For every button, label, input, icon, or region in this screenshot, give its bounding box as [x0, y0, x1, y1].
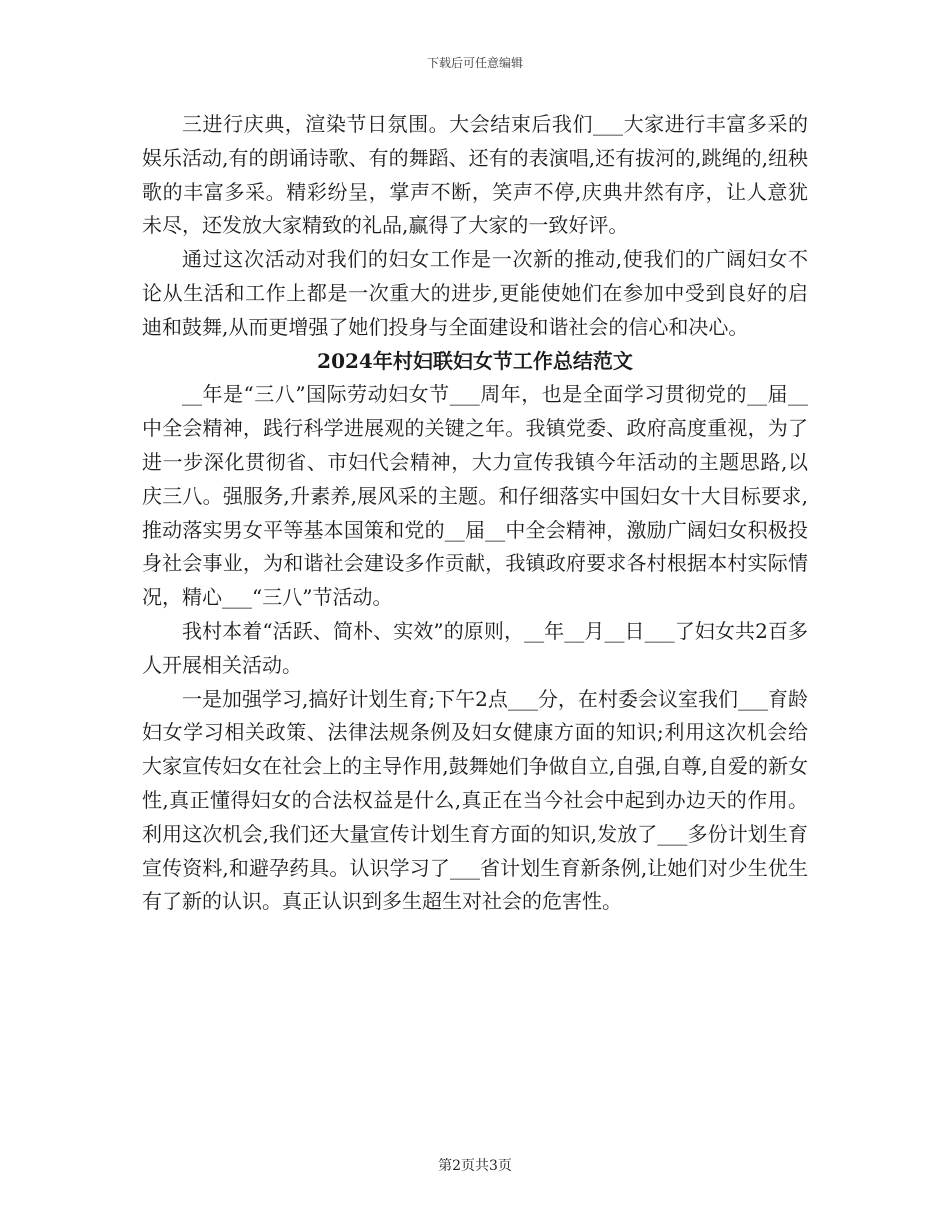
- paragraph-celebration: 三进行庆典，渲染节日氛围。大会结束后我们___大家进行丰富多采的娱乐活动,有的朗诵诗歌、有的舞蹈、还有的表演唱,还有拔河的,跳绳的,纽秧歌的丰富多采。精彩纷呈，掌声不断，笑声不停,庆典井然有序，让人意犹未尽，还发放大家精致的礼品,赢得了大家的一致好评。: [142, 112, 808, 238]
- paragraph-principle: 我村本着“活跃、简朴、实效”的原则，__年__月__日___了妇女共2百多人开展相关活动。: [142, 618, 808, 677]
- paragraph-activity-impact: 通过这次活动对我们的妇女工作是一次新的推动,使我们的广阔妇女不论从生活和工作上都是一次重大的进步,更能使她们在参加中受到良好的启迪和鼓舞,从而更增强了她们投身与全面建设和谐社会的信心和决心。: [142, 247, 808, 339]
- section-heading: 2024年村妇联妇女节工作总结范文: [317, 348, 633, 373]
- page-header: 下载后可任意编辑: [426, 56, 523, 70]
- paragraph-intro: __年是“三八”国际劳动妇女节___周年，也是全面学习贯彻党的__届__中全会精神，践行科学进展观的关键之年。我镇党委、政府高度重视，为了进一步深化贯彻省、市妇代会精神，大力宣传我镇今年活动的主题思路,以庆三八。强服务,升素养,展风采的主题。和仔细落实中国妇女十大目标要求,推动落实男女平等基本国策和党的__届__中全会精神，激励广阔妇女积极投身社会事业，为和谐社会建设多作贡献，我镇政府要求各村根据本村实际情况，精心___“三八”节活动。: [142, 382, 808, 610]
- paragraph-study: 一是加强学习,搞好计划生育;下午2点___分，在村委会议室我们___育龄妇女学习相关政策、法律法规条例及妇女健康方面的知识;利用这次机会给大家宣传妇女在社会上的主导作用,鼓舞她们争做自立,自强,自尊,自爱的新女性,真正懂得妇女的合法权益是什么,真正在当今社会中起到办边天的作用。利用这次机会,我们还大量宣传计划生育方面的知识,发放了___多份计划生育宣传资料,和避孕药具。认识学习了___省计划生育新条例,让她们对少生优生有了新的认识。真正认识到多生超生对社会的危害性。: [142, 686, 808, 914]
- page-footer: 第2页共3页: [438, 1158, 512, 1174]
- document-body: [142, 108, 808, 919]
